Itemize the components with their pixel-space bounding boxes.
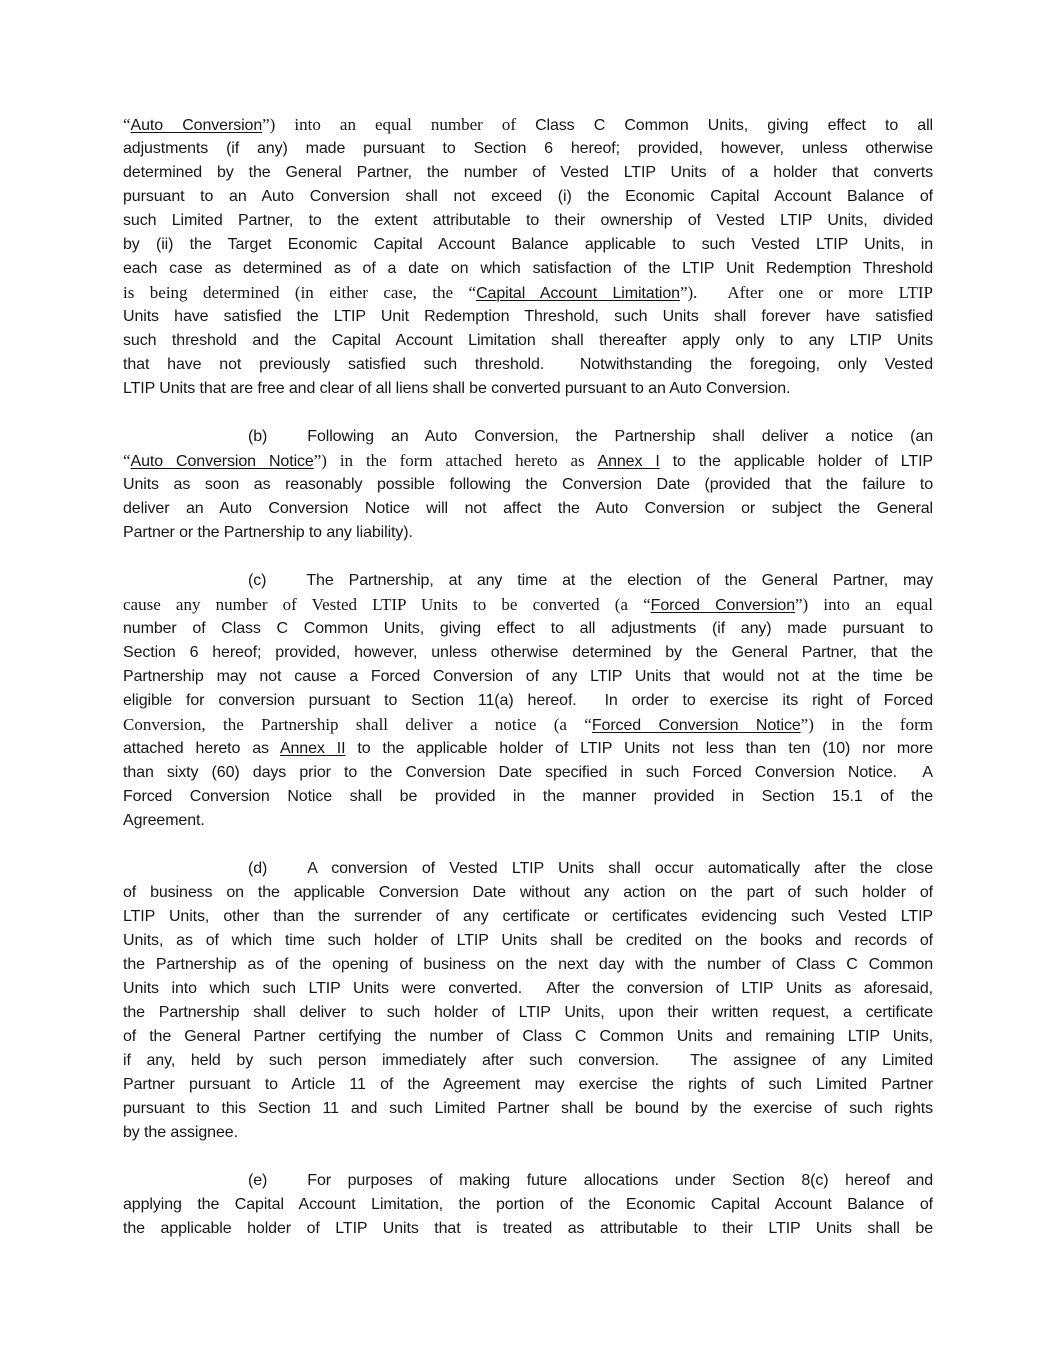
text-line	[123, 665, 933, 689]
text-run: LTIP Units, other than the surrender of any certificate or certificates evidencing such Vested LTIP	[123, 908, 933, 925]
text-line	[123, 713, 933, 737]
text-run: by (ii) the Target Economic Capital Account Balance applicable to such Vested LTIP Units, in	[123, 236, 933, 253]
paragraph-c	[123, 569, 933, 833]
paragraph-b	[123, 425, 933, 545]
text-run: cause any number of Vested LTIP Units to be converted (a “	[123, 595, 651, 614]
text-line	[123, 305, 933, 329]
text-run: Units as soon as reasonably possible following the Conversion Date (provided that the failure to	[123, 476, 933, 493]
text-run: ”). After one or more LTIP	[679, 283, 933, 302]
text-line	[123, 521, 933, 545]
text-line	[123, 737, 933, 761]
paragraph-a-continuation	[123, 113, 933, 401]
text-line	[123, 977, 933, 1001]
text-run: eligible for conversion pursuant to Section 11(a) hereof. In order to exercise its right of Forced	[123, 692, 933, 709]
text-run: (c)	[248, 572, 267, 589]
text-line	[123, 593, 933, 617]
text-run: of business on the applicable Conversion Date without any action on the part of such holder of	[123, 884, 933, 901]
text-run: Forced Conversion Notice shall be provided in the manner provided in Section 15.1 of the	[123, 788, 933, 805]
text-run: Conversion, the Partnership shall deliver a notice (a “	[123, 715, 592, 734]
text-line	[123, 641, 933, 665]
defined-term: Auto Conversion Notice	[130, 453, 314, 470]
text-line	[123, 449, 933, 473]
paragraph-e	[123, 1169, 933, 1241]
text-line	[123, 1121, 933, 1145]
text-run: Units have satisfied the LTIP Unit Redemption Threshold, such Units shall forever have satisfied	[123, 308, 933, 325]
text-run: pursuant to this Section 11 and such Limited Partner shall be bound by the exercise of such rights	[123, 1100, 933, 1117]
text-line	[123, 233, 933, 257]
text-run: deliver an Auto Conversion Notice will not affect the Auto Conversion or subject the General	[123, 500, 933, 517]
text-run: of the General Partner certifying the number of Class C Common Units and remaining LTIP Units,	[123, 1028, 933, 1045]
text-run: such Limited Partner, to the extent attributable to their ownership of Vested LTIP Units, divided	[123, 212, 933, 229]
text-line	[123, 1217, 933, 1241]
text-run: (d)	[248, 860, 268, 877]
text-run: applying the Capital Account Limitation, the portion of the Economic Capital Account Balance of	[123, 1196, 933, 1213]
text-run: “	[123, 115, 131, 134]
text-line	[123, 425, 933, 449]
text-run: Partner pursuant to Article 11 of the Agreement may exercise the rights of such Limited Partner	[123, 1076, 933, 1093]
text-run: (e)	[248, 1172, 268, 1189]
text-line	[123, 281, 933, 305]
tab-spacer	[267, 440, 307, 441]
text-line	[123, 209, 933, 233]
text-run: Partner or the Partnership to any liability).	[123, 524, 413, 541]
text-line	[123, 377, 933, 401]
text-run: ”) into an equal	[795, 595, 933, 614]
text-run: to the applicable holder of LTIP	[659, 453, 933, 470]
text-run: the Partnership as of the opening of business on the next day with the number of Class C Common	[123, 956, 933, 973]
text-line	[123, 497, 933, 521]
text-line	[123, 617, 933, 641]
text-run: than sixty (60) days prior to the Conversion Date specified in such Forced Conversion Notice. A	[123, 764, 933, 781]
text-line	[123, 1097, 933, 1121]
text-line	[123, 113, 933, 137]
text-run: “	[123, 451, 131, 470]
text-line	[123, 809, 933, 833]
text-run: The Partnership, at any time at the election of the General Partner, may	[306, 572, 933, 589]
text-run: is being determined (in either case, the “	[123, 283, 477, 302]
text-line	[123, 161, 933, 185]
text-line	[123, 1169, 933, 1193]
text-run: the Partnership shall deliver to such holder of LTIP Units, upon their written request, a certificate	[123, 1004, 933, 1021]
text-run: ”) in the form attached hereto as	[313, 451, 598, 470]
text-line	[123, 473, 933, 497]
text-run: A conversion of Vested LTIP Units shall occur automatically after the close	[307, 860, 933, 877]
defined-term: Forced Conversion	[650, 597, 796, 614]
text-line	[123, 953, 933, 977]
text-run: Section 6 hereof; provided, however, unless otherwise determined by the General Partner, that the	[123, 644, 933, 661]
defined-term: Forced Conversion Notice	[591, 717, 801, 734]
text-line	[123, 905, 933, 929]
text-run: each case as determined as of a date on which satisfaction of the LTIP Unit Redemption Threshold	[123, 260, 933, 277]
defined-term: Capital Account Limitation	[476, 285, 680, 302]
text-line	[123, 689, 933, 713]
text-run: attached hereto as	[123, 740, 280, 757]
text-line	[123, 257, 933, 281]
defined-term: Auto Conversion	[130, 117, 263, 134]
tab-spacer	[266, 584, 306, 585]
text-line	[123, 1049, 933, 1073]
text-run: LTIP Units that are free and clear of all liens shall be converted pursuant to an Auto Conversion.	[123, 380, 791, 397]
text-run: such threshold and the Capital Account Limitation shall thereafter apply only to any LTIP Units	[123, 332, 933, 349]
text-line	[123, 137, 933, 161]
text-line	[123, 785, 933, 809]
text-run: (b)	[248, 428, 268, 445]
text-run: by the assignee.	[123, 1124, 238, 1141]
defined-term: Annex II	[279, 740, 346, 757]
text-run: Following an Auto Conversion, the Partnership shall deliver a notice (an	[307, 428, 933, 445]
tab-spacer	[267, 1184, 307, 1185]
text-run: number of Class C Common Units, giving effect to all adjustments (if any) made pursuant to	[123, 620, 933, 637]
text-run: Units into which such LTIP Units were converted. After the conversion of LTIP Units as aforesaid,	[123, 980, 933, 997]
text-line	[123, 569, 933, 593]
text-line	[123, 1025, 933, 1049]
text-run: adjustments (if any) made pursuant to Section 6 hereof; provided, however, unless otherwise	[123, 140, 933, 157]
text-line	[123, 929, 933, 953]
text-line	[123, 185, 933, 209]
text-run: ”) into an equal number of	[262, 115, 536, 134]
text-line	[123, 761, 933, 785]
text-run: pursuant to an Auto Conversion shall not exceed (i) the Economic Capital Account Balance of	[123, 188, 933, 205]
text-run: Units, as of which time such holder of LTIP Units shall be credited on the books and records of	[123, 932, 933, 949]
text-run: For purposes of making future allocations under Section 8(c) hereof and	[307, 1172, 933, 1189]
text-run: determined by the General Partner, the number of Vested LTIP Units of a holder that converts	[123, 164, 933, 181]
tab-spacer	[267, 872, 307, 873]
text-line	[123, 1193, 933, 1217]
paragraph-d	[123, 857, 933, 1145]
text-run: to the applicable holder of LTIP Units not less than ten (10) nor more	[345, 740, 933, 757]
text-run: that have not previously satisfied such threshold. Notwithstanding the foregoing, only Vested	[123, 356, 933, 373]
text-line	[123, 353, 933, 377]
text-run: the applicable holder of LTIP Units that is treated as attributable to their LTIP Units shall be	[123, 1220, 933, 1237]
text-run: Agreement.	[123, 812, 205, 829]
text-line	[123, 857, 933, 881]
text-line	[123, 1001, 933, 1025]
text-run: Class C Common Units, giving effect to all	[535, 117, 933, 134]
text-run: ”) in the form	[800, 715, 933, 734]
text-line	[123, 1073, 933, 1097]
text-run: if any, held by such person immediately after such conversion. The assignee of any Limited	[123, 1052, 933, 1069]
defined-term: Annex I	[597, 453, 660, 470]
text-line	[123, 329, 933, 353]
document-body	[123, 113, 933, 1241]
text-line	[123, 881, 933, 905]
text-run: Partnership may not cause a Forced Conversion of any LTIP Units that would not at the time be	[123, 668, 933, 685]
